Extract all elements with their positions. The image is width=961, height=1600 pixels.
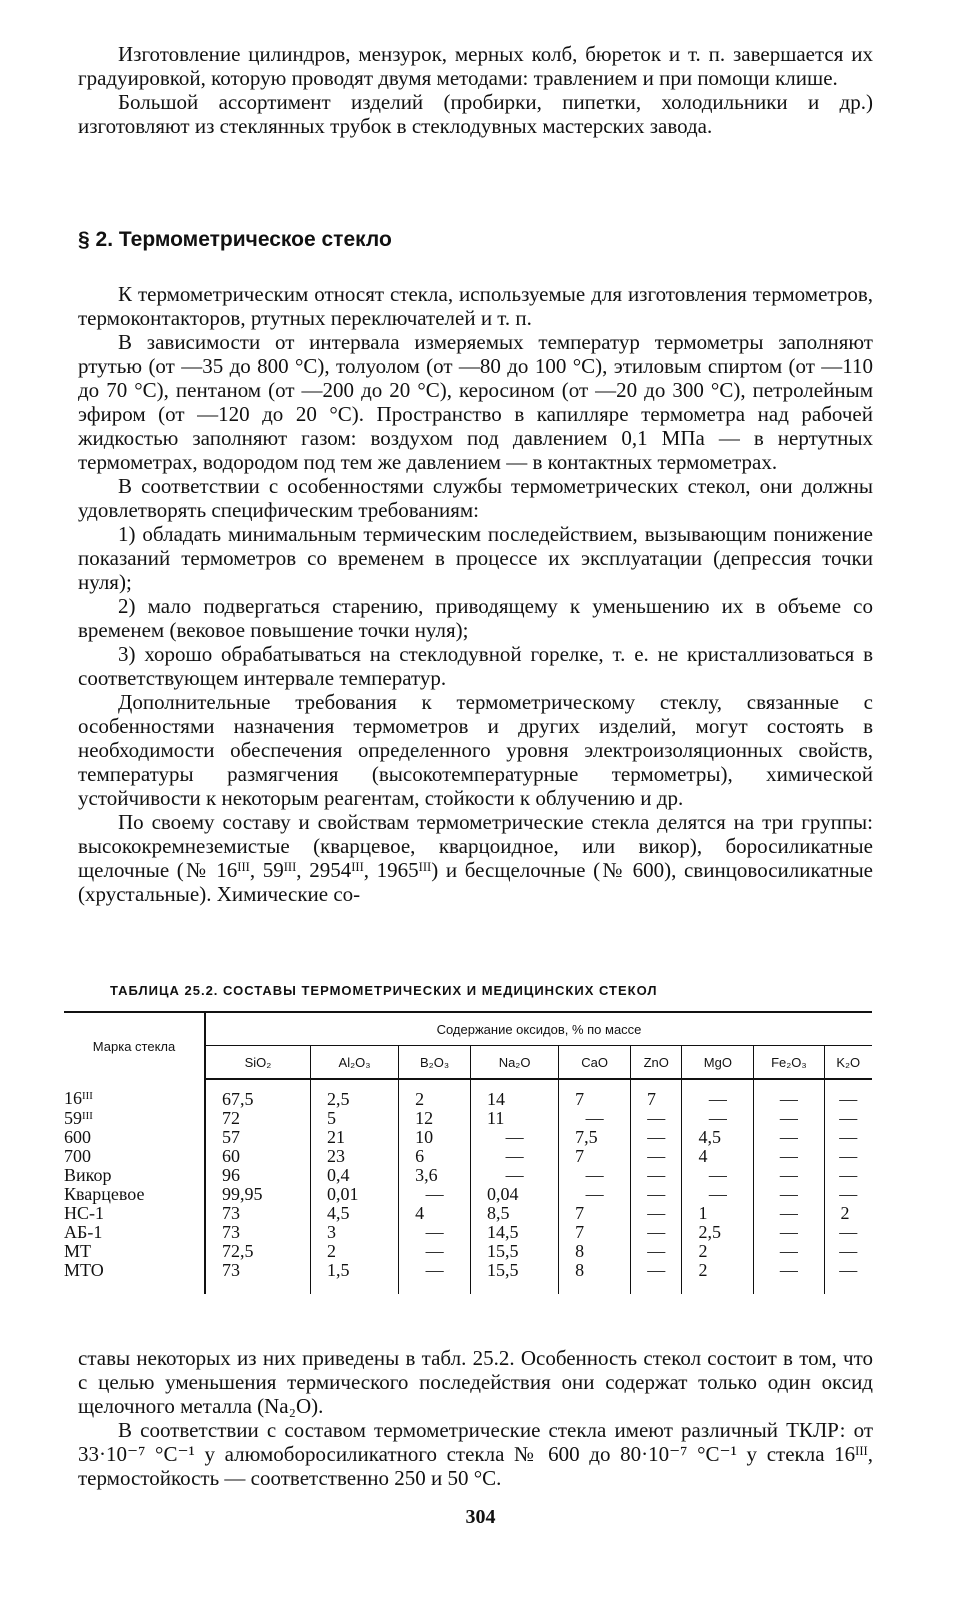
table-cell: 0,04: [470, 1185, 558, 1204]
table-cell: 7: [559, 1204, 631, 1223]
table-cell: 7,5: [559, 1128, 631, 1147]
paragraph: В соответствии с особенностями службы термометрических стекол, они должны удовлетворять специфическим требованиям:: [78, 474, 873, 522]
table-cell: 23: [310, 1147, 398, 1166]
row-label: Кварцевое: [64, 1185, 205, 1204]
table-row: [64, 1166, 872, 1185]
table-cell: 99,95: [205, 1185, 310, 1204]
row-label: АБ-1: [64, 1223, 205, 1242]
column-header: CaO: [559, 1046, 631, 1080]
table-cell: 4,5: [310, 1204, 398, 1223]
table-cell: —: [839, 1184, 858, 1204]
table-cell: —: [559, 1109, 631, 1128]
table-cell: —: [754, 1204, 824, 1223]
column-header: Fe₂O₃: [754, 1046, 824, 1080]
list-item: 2) мало подвергаться старению, приводящему к уменьшению их в объеме со временем (вековое повышение точки нуля);: [78, 594, 873, 642]
table-cell: 7: [631, 1079, 682, 1109]
table-cell: —: [839, 1165, 858, 1185]
paragraph: Изготовление цилиндров, мензурок, мерных колб, бюреток и т. п. завершается их градуировкой, которую проводят двумя методами: травлением и при помощи клише.: [78, 42, 873, 90]
table-row: [64, 1261, 872, 1294]
table-cell: —: [754, 1261, 824, 1294]
table-cell: —: [631, 1261, 682, 1294]
table-cell: 7: [559, 1147, 631, 1166]
after-table-text: [78, 1346, 873, 1490]
table-cell: —: [631, 1109, 682, 1128]
list-item: 3) хорошо обрабатываться на стеклодувной горелке, т. е. не кристаллизоваться в соответствующем интервале температур.: [78, 642, 873, 690]
table-cell: —: [631, 1242, 682, 1261]
row-label: 600: [64, 1128, 205, 1147]
table-cell: 2: [840, 1203, 850, 1223]
column-header: B₂O₃: [399, 1046, 471, 1080]
column-header: Na₂O: [470, 1046, 558, 1080]
row-label: МТО: [64, 1261, 205, 1294]
table-cell: —: [399, 1261, 471, 1294]
table-cell: —: [754, 1128, 824, 1147]
row-label: 700: [64, 1147, 205, 1166]
paragraph: Дополнительные требования к термометрическому стеклу, связанные с особенностями назначения термометров и других изделий, могут состоять в необходимости обеспечения определенного уровня электроизоляционных свойств, температуры размягчения (высокотемпературные термометры), химической устойчивости к некоторым реагентам, стойкости к облучению и др.: [78, 690, 873, 810]
table-cell: 73: [205, 1204, 310, 1223]
table-cell: 3: [310, 1223, 398, 1242]
column-header: SiO₂: [205, 1046, 310, 1080]
column-header: ZnO: [631, 1046, 682, 1080]
column-header: MgO: [682, 1046, 754, 1080]
table-cell: —: [682, 1079, 754, 1109]
paragraph: В соответствии с составом термометрические стекла имеют различный ТКЛР: от 33·10⁻⁷ °С⁻¹ у алюмоборосиликатного стекла № 600 до 80·10⁻⁷ °С⁻¹ у стекла 16ᴵᴵᴵ, термостойкость — соответственно 250 и 50 °С.: [78, 1418, 873, 1490]
table-row: [64, 1109, 872, 1128]
row-label: НС-1: [64, 1204, 205, 1223]
intro-text: [78, 42, 873, 138]
table-cell: 14,5: [470, 1223, 558, 1242]
table-cell: 6: [399, 1147, 471, 1166]
row-label: МТ: [64, 1242, 205, 1261]
table-cell: —: [754, 1242, 824, 1261]
table-cell: 4: [682, 1147, 754, 1166]
table-cell: 4: [399, 1204, 471, 1223]
table-row: [64, 1242, 872, 1261]
table-caption: ТАБЛИЦА 25.2. СОСТАВЫ ТЕРМОМЕТРИЧЕСКИХ И МЕДИЦИНСКИХ СТЕКОЛ: [110, 983, 658, 998]
table-cell: —: [754, 1079, 824, 1109]
column-header: K₂O: [824, 1046, 872, 1080]
table-row: [64, 1204, 872, 1223]
table-cell: 8: [559, 1242, 631, 1261]
table-row: [64, 1128, 872, 1147]
table-cell: —: [631, 1166, 682, 1185]
row-label: Викор: [64, 1166, 205, 1185]
table-cell: 7: [559, 1223, 631, 1242]
table-cell: 72,5: [205, 1242, 310, 1261]
table-cell: 10: [399, 1128, 471, 1147]
table-cell: 15,5: [470, 1242, 558, 1261]
table-row: [64, 1147, 872, 1166]
column-group-header: Содержание оксидов, % по массе: [205, 1012, 872, 1046]
table-cell: 1: [682, 1204, 754, 1223]
table-cell: —: [839, 1260, 858, 1280]
table-cell: —: [754, 1147, 824, 1166]
table-cell: —: [470, 1147, 558, 1166]
table-cell: 8: [559, 1261, 631, 1294]
table-cell: 7: [559, 1079, 631, 1109]
table-cell: 67,5: [205, 1079, 310, 1109]
page-number: 304: [465, 1506, 496, 1528]
table-row: [64, 1079, 872, 1109]
list-item: 1) обладать минимальным термическим последействием, вызывающим понижение показаний термометров со временем в процессе их эксплуатации (депрессия точки нуля);: [78, 522, 873, 594]
table-cell: —: [839, 1146, 858, 1166]
table-cell: 1,5: [310, 1261, 398, 1294]
table-cell: 2: [310, 1242, 398, 1261]
paragraph: В зависимости от интервала измеряемых температур термометры заполняют ртутью (от —35 до 800 °С), толуолом (от —80 до 100 °С), этиловым спиртом (от —110 до 70 °С), пентаном (от —200 до 20 °С), керосином (от —20 до 300 °С), петролейным эфиром (от —120 до 20 °С). Пространство в капилляре термометра над рабочей жидкостью заполняют газом: воздухом под давлением 0,1 МПа — в нертутных термометрах, водородом под тем же давлением — в контактных термометрах.: [78, 330, 873, 474]
table-cell: —: [470, 1166, 558, 1185]
paragraph: Большой ассортимент изделий (пробирки, пипетки, холодильники и др.) изготовляют из стеклянных трубок в стеклодувных мастерских завода.: [78, 90, 873, 138]
table-cell: —: [559, 1166, 631, 1185]
table-cell: —: [839, 1222, 858, 1242]
table-cell: —: [559, 1185, 631, 1204]
table-cell: 72: [205, 1109, 310, 1128]
table-cell: 3,6: [399, 1166, 471, 1185]
table-cell: 15,5: [470, 1261, 558, 1294]
paragraph: ставы некоторых из них приведены в табл. 25.2. Особенность стекол состоит в том, что с целью уменьшения термического последействия они содержат только один оксид щелочного металла (Na₂O).: [78, 1346, 873, 1418]
table-cell: —: [754, 1223, 824, 1242]
table-cell: —: [682, 1185, 754, 1204]
table-cell: 2,5: [310, 1079, 398, 1109]
table-cell: 21: [310, 1128, 398, 1147]
table-cell: —: [399, 1185, 471, 1204]
table-cell: 96: [205, 1166, 310, 1185]
table-cell: —: [839, 1241, 858, 1261]
table-cell: —: [754, 1185, 824, 1204]
table-cell: 57: [205, 1128, 310, 1147]
table-row: [64, 1185, 872, 1204]
table-cell: 2: [682, 1261, 754, 1294]
table-cell: 0,01: [310, 1185, 398, 1204]
section-heading: § 2. Термометрическое стекло: [78, 228, 392, 251]
table-cell: —: [470, 1128, 558, 1147]
table-cell: —: [631, 1204, 682, 1223]
table-cell: 2: [399, 1079, 471, 1109]
table-cell: 73: [205, 1261, 310, 1294]
table-cell: —: [754, 1166, 824, 1185]
column-header: Al₂O₃: [310, 1046, 398, 1080]
table-cell: 5: [310, 1109, 398, 1128]
table-cell: 11: [470, 1109, 558, 1128]
table-cell: —: [839, 1127, 858, 1147]
table-cell: —: [631, 1185, 682, 1204]
table-cell: —: [399, 1242, 471, 1261]
table-cell: 2: [682, 1242, 754, 1261]
table-cell: 8,5: [470, 1204, 558, 1223]
column-header-mark: Марка стекла: [64, 1012, 205, 1079]
table-cell: 4,5: [682, 1128, 754, 1147]
section-body: [78, 282, 873, 906]
table-row: [64, 1223, 872, 1242]
table-cell: —: [631, 1147, 682, 1166]
section-heading-block: [78, 228, 873, 252]
table-cell: —: [839, 1108, 858, 1128]
table-cell: 73: [205, 1223, 310, 1242]
table-cell: —: [631, 1223, 682, 1242]
table-cell: —: [839, 1089, 858, 1109]
table-cell: 0,4: [310, 1166, 398, 1185]
table-cell: 12: [399, 1109, 471, 1128]
table-cell: —: [631, 1128, 682, 1147]
table-cell: 2,5: [682, 1223, 754, 1242]
table-cell: —: [754, 1109, 824, 1128]
paragraph: К термометрическим относят стекла, используемые для изготовления термометров, термоконтакторов, ртутных переключателей и т. п.: [78, 282, 873, 330]
paragraph: По своему составу и свойствам термометрические стекла делятся на три группы: высококремнеземистые (кварцевое, кварцоидное, или викор), боросиликатные щелочные (№ 16ᴵᴵᴵ, 59ᴵᴵᴵ, 2954ᴵᴵᴵ, 1965ᴵᴵᴵ) и бесщелочные (№ 600), свинцовосиликатные (хрустальные). Химические со-: [78, 810, 873, 906]
table-cell: —: [399, 1223, 471, 1242]
table-cell: —: [682, 1166, 754, 1185]
row-label: 59ᴵᴵᴵ: [64, 1109, 205, 1128]
table-cell: 60: [205, 1147, 310, 1166]
glass-composition-table: [64, 1011, 872, 1294]
table-cell: —: [682, 1109, 754, 1128]
table-cell: 14: [470, 1079, 558, 1109]
row-label: 16ᴵᴵᴵ: [64, 1079, 205, 1109]
